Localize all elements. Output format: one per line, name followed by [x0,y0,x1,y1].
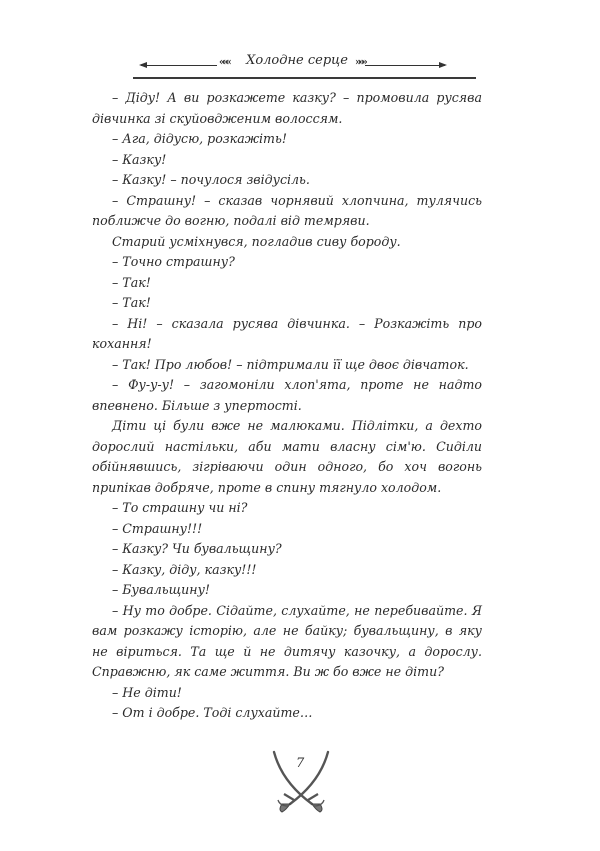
running-header [133,48,476,78]
story-text [92,88,482,724]
paragraph: – Так! [112,274,151,290]
paragraph: – Так! [112,295,151,310]
arrow-left-icon [141,65,217,66]
arrow-right-icon [365,65,445,66]
paragraph: – Казку! [112,151,167,167]
paragraph: Діти ці були вже не малюками. Підлітки, а дехто дорослий настільки, аби мати власну сім'ю. Сиділи обійнявшись, зігріваючи один одного, бо хоч вогонь припікав добряче, проте в спину тягнуло холодом. [92,418,482,495]
paragraph: – Ні! – сказала русява дівчинка. – Розкажіть про кохання! [92,315,482,351]
paragraph: – Казку! – почулося звідусіль. [112,172,310,187]
paragraph: Старий усміхнувся, погладив сиву бороду. [112,233,401,249]
paragraph: – Точно страшну? [112,254,235,269]
chevron-ornament-right-icon: »»» [355,57,365,68]
paragraph: – Страшну! – сказав чорнявий хлопчина, тулячись поближче до вогню, подалі від темряви. [92,192,482,228]
header-rule [133,77,476,79]
paragraph: – Ну то добре. Сідайте, слухайте, не перебивайте. Я вам розкажу історію, але не байку; бувальщину, в яку не віриться. Та ще й не дитячу казочку, а дорослу. Справжню, як саме життя. Ви ж бо вже не діти? [92,602,482,679]
paragraph: – Діду! А ви розкажете казку? – промовила русява дівчинка зі скуйовдженим волоссям. [92,90,482,126]
page-footer [268,748,334,816]
paragraph: – Бувальщину! [112,582,210,597]
running-title: Холодне серце [246,53,348,68]
paragraph: – Страшну!!! [112,520,203,536]
paragraph: – Так! Про любов! – підтримали її ще двоє дівчаток. [112,356,469,372]
paragraph: – Фу-у-у! – загомоніли хлоп'ята, проте не надто впевнено. Більше з упертості. [92,377,482,413]
paragraph: – От і добре. Тоді слухайте… [112,705,313,720]
paragraph: – Не діти! [112,684,182,700]
paragraph: – Казку, діду, казку!!! [112,561,257,577]
paragraph: – Ага, дідусю, розкажіть! [112,131,287,146]
paragraph: – То страшну чи ні? [112,500,248,515]
chevron-ornament-left-icon: ««« [219,57,229,68]
page-number: 7 [296,756,305,771]
paragraph: – Казку? Чи бувальщину? [112,541,282,556]
